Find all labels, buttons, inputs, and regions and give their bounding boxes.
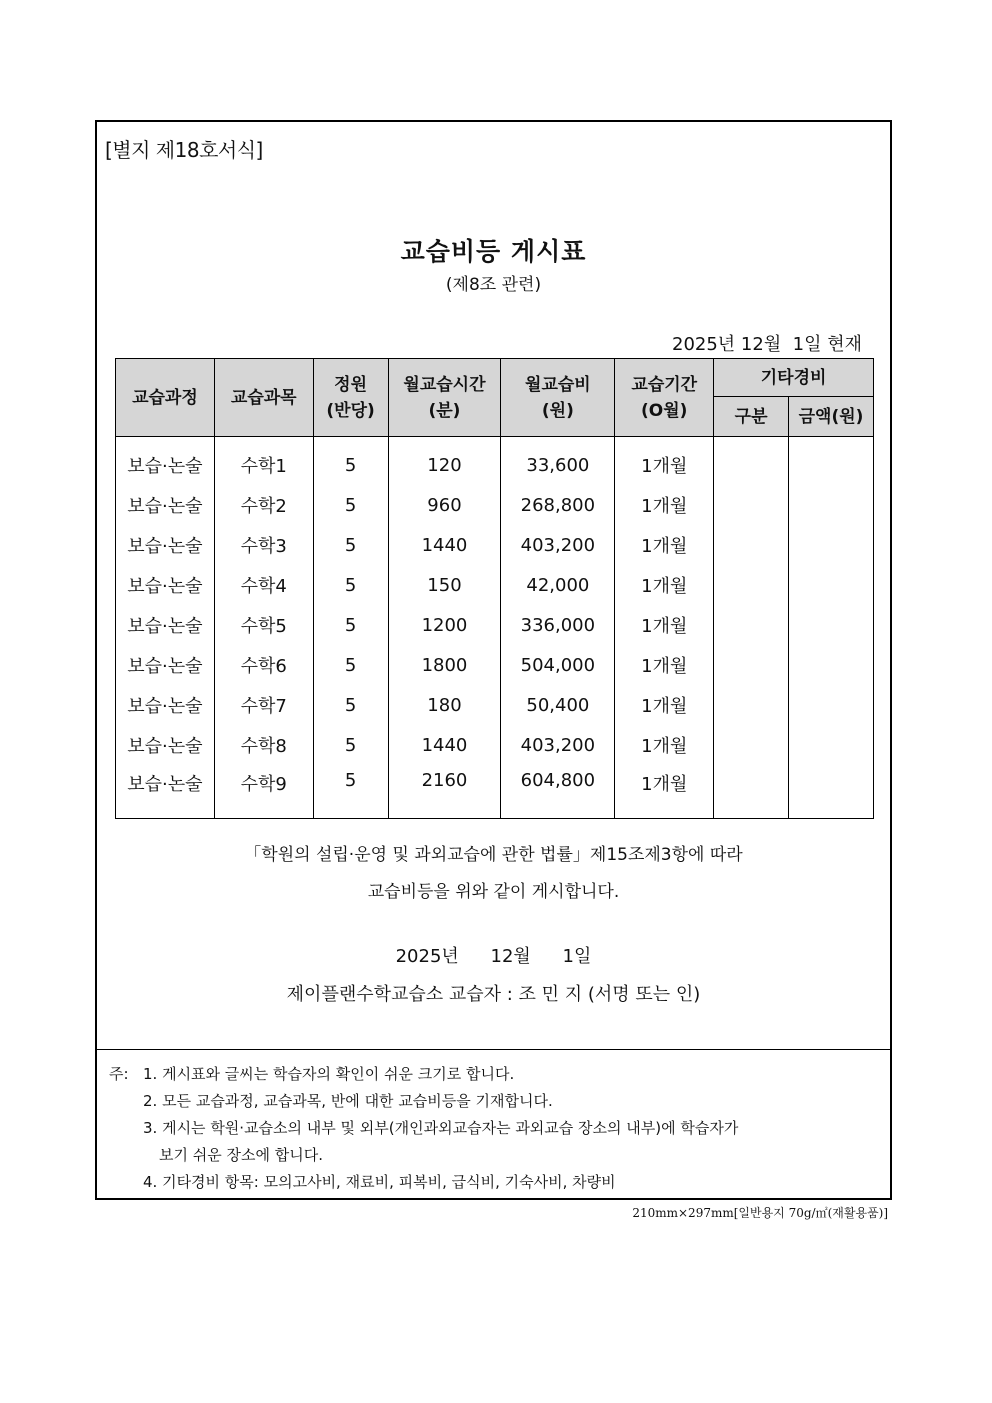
cell-subject: 수학8 <box>214 725 313 765</box>
cell-capacity: 5 <box>313 437 388 486</box>
cell-course: 보습·논술 <box>116 605 215 645</box>
cell-hours: 150 <box>388 565 501 605</box>
cell-other-type <box>714 565 789 605</box>
header-period: 교습기간 (O월) <box>615 359 714 437</box>
cell-other-type <box>714 485 789 525</box>
cell-period: 1개월 <box>615 565 714 605</box>
cell-subject: 수학3 <box>214 525 313 565</box>
posting-date: 2025년 12월 1일 <box>395 946 592 967</box>
note-item: 3. 게시는 학원·교습소의 내부 및 외부(개인과외교습자는 과외교습 장소의 내부)에 학습자가 <box>143 1119 739 1137</box>
note-item: 4. 기타경비 항목: 모의고사비, 재료비, 피복비, 급식비, 기숙사비, 차량비 <box>143 1173 616 1191</box>
cell-other-type <box>714 765 789 819</box>
notes <box>109 1061 738 1196</box>
notes-label: 주: <box>109 1065 129 1083</box>
cell-capacity: 5 <box>313 485 388 525</box>
cell-period: 1개월 <box>615 437 714 486</box>
cell-other-type <box>714 725 789 765</box>
cell-other-type <box>714 437 789 486</box>
cell-course: 보습·논술 <box>116 485 215 525</box>
cell-other-amount <box>789 765 874 819</box>
cell-capacity: 5 <box>313 765 388 819</box>
cell-subject: 수학6 <box>214 645 313 685</box>
cell-other-amount <box>789 645 874 685</box>
table-row <box>116 525 874 565</box>
cell-subject: 수학9 <box>214 765 313 819</box>
page-subtitle: (제8조 관련) <box>445 275 542 295</box>
table-row <box>116 685 874 725</box>
table-row <box>116 437 874 486</box>
cell-course: 보습·논술 <box>116 765 215 819</box>
cell-course: 보습·논술 <box>116 725 215 765</box>
cell-period: 1개월 <box>615 685 714 725</box>
note-item: 1. 게시표와 글씨는 학습자의 확인이 쉬운 크기로 합니다. <box>143 1065 515 1083</box>
cell-subject: 수학1 <box>214 437 313 486</box>
cell-period: 1개월 <box>615 725 714 765</box>
table-row <box>116 605 874 645</box>
form-frame <box>95 120 892 1200</box>
cell-course: 보습·논술 <box>116 437 215 486</box>
legal-line-2: 교습비등을 위와 같이 게시합니다. <box>367 882 620 902</box>
cell-other-amount <box>789 685 874 725</box>
signer-line: 제이플랜수학교습소 교습자 : 조 민 지 (서명 또는 인) <box>286 984 701 1005</box>
cell-capacity: 5 <box>313 685 388 725</box>
cell-course: 보습·논술 <box>116 565 215 605</box>
header-course: 교습과정 <box>116 359 215 437</box>
cell-fee: 336,000 <box>501 605 615 645</box>
note-item: 2. 모든 교습과정, 교습과목, 반에 대한 교습비등을 기재합니다. <box>143 1092 553 1110</box>
cell-hours: 1440 <box>388 725 501 765</box>
header-capacity: 정원 (반당) <box>313 359 388 437</box>
divider <box>97 1049 890 1050</box>
form-number: [별지 제18호서식] <box>105 138 263 162</box>
cell-other-amount <box>789 565 874 605</box>
cell-fee: 504,000 <box>501 645 615 685</box>
cell-fee: 33,600 <box>501 437 615 486</box>
cell-hours: 2160 <box>388 765 501 819</box>
note-item: 보기 쉬운 장소에 합니다. <box>159 1146 323 1164</box>
cell-course: 보습·논술 <box>116 685 215 725</box>
cell-hours: 1440 <box>388 525 501 565</box>
table-row <box>116 765 874 819</box>
table-row <box>116 725 874 765</box>
cell-subject: 수학2 <box>214 485 313 525</box>
cell-other-type <box>714 645 789 685</box>
cell-other-type <box>714 525 789 565</box>
cell-fee: 403,200 <box>501 725 615 765</box>
as-of-date: 2025년 12월 1일 현재 <box>672 334 862 355</box>
cell-fee: 42,000 <box>501 565 615 605</box>
cell-fee: 50,400 <box>501 685 615 725</box>
header-other-type: 구분 <box>714 397 789 437</box>
cell-period: 1개월 <box>615 605 714 645</box>
cell-fee: 604,800 <box>501 765 615 819</box>
table-row <box>116 645 874 685</box>
paper-spec: 210mm×297mm[일반용지 70g/㎡(재활용품)] <box>632 1206 888 1220</box>
cell-capacity: 5 <box>313 525 388 565</box>
header-monthly-hours: 월교습시간 (분) <box>388 359 501 437</box>
cell-hours: 120 <box>388 437 501 486</box>
cell-period: 1개월 <box>615 645 714 685</box>
header-other-costs: 기타경비 <box>714 359 874 397</box>
header-subject: 교습과목 <box>214 359 313 437</box>
cell-subject: 수학5 <box>214 605 313 645</box>
cell-hours: 960 <box>388 485 501 525</box>
cell-course: 보습·논술 <box>116 645 215 685</box>
header-monthly-fee: 월교습비 (원) <box>501 359 615 437</box>
cell-fee: 403,200 <box>501 525 615 565</box>
fee-table <box>115 358 874 819</box>
cell-hours: 180 <box>388 685 501 725</box>
cell-period: 1개월 <box>615 485 714 525</box>
cell-capacity: 5 <box>313 725 388 765</box>
cell-other-amount <box>789 437 874 486</box>
header-other-amount: 금액(원) <box>789 397 874 437</box>
cell-period: 1개월 <box>615 765 714 819</box>
cell-other-type <box>714 605 789 645</box>
cell-other-type <box>714 685 789 725</box>
cell-period: 1개월 <box>615 525 714 565</box>
cell-other-amount <box>789 485 874 525</box>
cell-course: 보습·논술 <box>116 525 215 565</box>
legal-statement <box>97 837 890 911</box>
cell-subject: 수학4 <box>214 565 313 605</box>
legal-line-1: 「학원의 설립·운영 및 과외교습에 관한 법률」제15조제3항에 따라 <box>244 845 743 865</box>
cell-capacity: 5 <box>313 565 388 605</box>
cell-capacity: 5 <box>313 645 388 685</box>
cell-capacity: 5 <box>313 605 388 645</box>
cell-other-amount <box>789 525 874 565</box>
table-row <box>116 565 874 605</box>
table-row <box>116 485 874 525</box>
cell-fee: 268,800 <box>501 485 615 525</box>
cell-other-amount <box>789 725 874 765</box>
cell-hours: 1200 <box>388 605 501 645</box>
cell-hours: 1800 <box>388 645 501 685</box>
cell-subject: 수학7 <box>214 685 313 725</box>
page-title: 교습비등 게시표 <box>400 237 587 266</box>
cell-other-amount <box>789 605 874 645</box>
